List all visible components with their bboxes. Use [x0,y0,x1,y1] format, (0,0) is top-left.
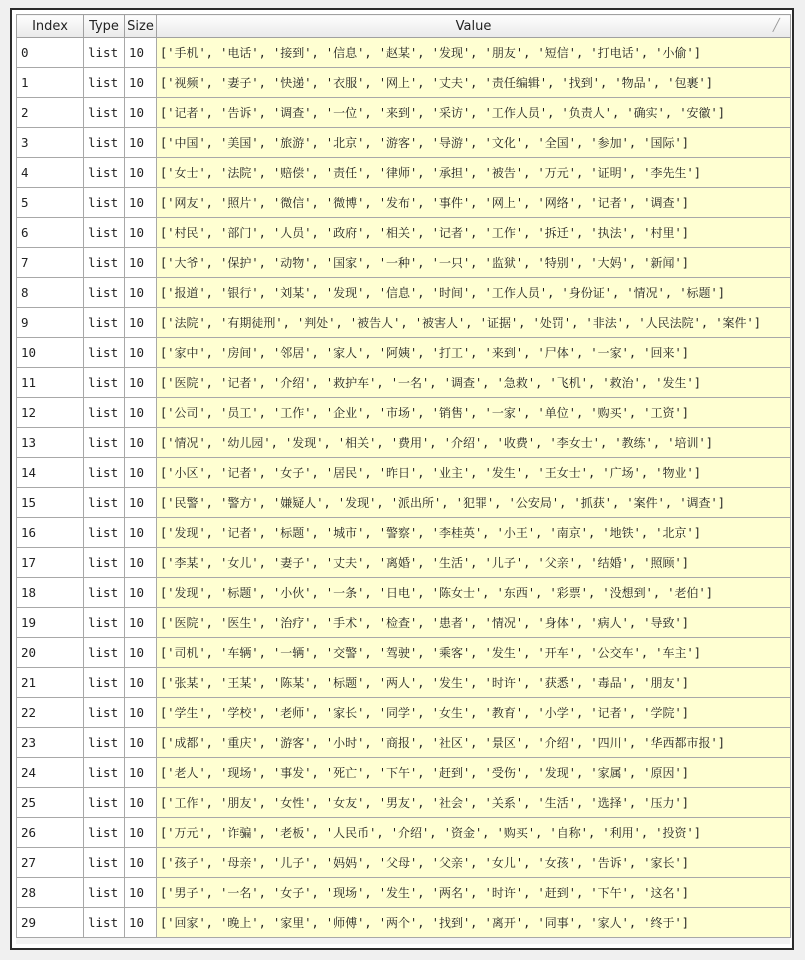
cell-index[interactable]: 3 [17,128,84,158]
cell-value[interactable]: ['报道', '银行', '刘某', '发现', '信息', '时间', '工作人员', '身份证', '情况', '标题'] [157,278,791,308]
cell-size[interactable]: 10 [125,818,157,848]
column-header-type[interactable]: Type [84,15,125,38]
cell-type[interactable]: list [84,38,125,68]
cell-index[interactable]: 8 [17,278,84,308]
cell-size[interactable]: 10 [125,518,157,548]
table-row[interactable] [17,38,791,68]
column-header-size[interactable]: Size [125,15,157,38]
cell-type[interactable]: list [84,128,125,158]
list-table [16,14,791,938]
cell-index[interactable]: 26 [17,818,84,848]
cell-value[interactable]: ['记者', '告诉', '调查', '一位', '来到', '采访', '工作人员', '负责人', '确实', '安徽'] [157,98,791,128]
cell-size[interactable]: 10 [125,698,157,728]
cell-type[interactable]: list [84,338,125,368]
cell-type[interactable]: list [84,278,125,308]
cell-type[interactable]: list [84,728,125,758]
cell-size[interactable]: 10 [125,848,157,878]
cell-size[interactable]: 10 [125,728,157,758]
table-row[interactable] [17,758,791,788]
cell-index[interactable]: 10 [17,338,84,368]
cell-size[interactable]: 10 [125,128,157,158]
cell-type[interactable]: list [84,668,125,698]
cell-size[interactable]: 10 [125,788,157,818]
table-row[interactable] [17,458,791,488]
cell-size[interactable]: 10 [125,278,157,308]
table-row[interactable] [17,698,791,728]
cell-size[interactable]: 10 [125,878,157,908]
table-row[interactable] [17,368,791,398]
cell-value[interactable]: ['大爷', '保护', '动物', '国家', '一种', '一只', '监狱', '特别', '大妈', '新闻'] [157,248,791,278]
cell-size[interactable]: 10 [125,908,157,938]
cell-size[interactable]: 10 [125,488,157,518]
cell-type[interactable]: list [84,848,125,878]
cell-size[interactable]: 10 [125,98,157,128]
cell-value[interactable]: ['情况', '幼儿园', '发现', '相关', '费用', '介绍', '收费', '李女士', '教练', '培训'] [157,428,791,458]
cell-value[interactable]: ['中国', '美国', '旅游', '北京', '游客', '导游', '文化', '全国', '参加', '国际'] [157,128,791,158]
cell-size[interactable]: 10 [125,158,157,188]
cell-value[interactable]: ['发现', '记者', '标题', '城市', '警察', '李桂英', '小王', '南京', '地铁', '北京'] [157,518,791,548]
cell-size[interactable]: 10 [125,638,157,668]
cell-type[interactable]: list [84,548,125,578]
cell-size[interactable]: 10 [125,668,157,698]
cell-index[interactable]: 5 [17,188,84,218]
cell-size[interactable]: 10 [125,578,157,608]
cell-index[interactable]: 19 [17,608,84,638]
cell-value[interactable]: ['民警', '警方', '嫌疑人', '发现', '派出所', '犯罪', '公安局', '抓获', '案件', '调查'] [157,488,791,518]
cell-size[interactable]: 10 [125,428,157,458]
cell-index[interactable]: 20 [17,638,84,668]
cell-type[interactable]: list [84,788,125,818]
cell-value[interactable]: ['成都', '重庆', '游客', '小时', '商报', '社区', '景区', '介绍', '四川', '华西都市报'] [157,728,791,758]
cell-index[interactable]: 18 [17,578,84,608]
cell-value[interactable]: ['孩子', '母亲', '儿子', '妈妈', '父母', '父亲', '女儿', '女孩', '告诉', '家长'] [157,848,791,878]
table-row[interactable] [17,788,791,818]
cell-index[interactable]: 21 [17,668,84,698]
table-row[interactable] [17,128,791,158]
cell-type[interactable]: list [84,698,125,728]
cell-type[interactable]: list [84,908,125,938]
cell-index[interactable]: 17 [17,548,84,578]
table-row[interactable] [17,878,791,908]
table-row[interactable] [17,578,791,608]
cell-type[interactable]: list [84,458,125,488]
cell-size[interactable]: 10 [125,218,157,248]
cell-value[interactable]: ['医院', '记者', '介绍', '救护车', '一名', '调查', '急救', '飞机', '救治', '发生'] [157,368,791,398]
cell-size[interactable]: 10 [125,458,157,488]
cell-value[interactable]: ['张某', '王某', '陈某', '标题', '两人', '发生', '时许', '获悉', '毒品', '朋友'] [157,668,791,698]
cell-value[interactable]: ['老人', '现场', '事发', '死亡', '下午', '赶到', '受伤', '发现', '家属', '原因'] [157,758,791,788]
cell-index[interactable]: 16 [17,518,84,548]
cell-value[interactable]: ['万元', '诈骗', '老板', '人民币', '介绍', '资金', '购买', '自称', '利用', '投资'] [157,818,791,848]
cell-type[interactable]: list [84,608,125,638]
cell-index[interactable]: 12 [17,398,84,428]
cell-size[interactable]: 10 [125,308,157,338]
cell-index[interactable]: 13 [17,428,84,458]
table-row[interactable] [17,398,791,428]
cell-index[interactable]: 29 [17,908,84,938]
cell-index[interactable]: 0 [17,38,84,68]
cell-index[interactable]: 1 [17,68,84,98]
table-row[interactable] [17,68,791,98]
cell-value[interactable]: ['男子', '一名', '女子', '现场', '发生', '两名', '时许', '赶到', '下午', '这名'] [157,878,791,908]
variable-viewer-window [10,8,794,950]
data-grid [16,14,790,938]
cell-value[interactable]: ['网友', '照片', '微信', '微博', '发布', '事件', '网上', '网络', '记者', '调查'] [157,188,791,218]
cell-type[interactable]: list [84,188,125,218]
cell-value[interactable]: ['家中', '房间', '邻居', '家人', '阿姨', '打工', '来到', '尸体', '一家', '回来'] [157,338,791,368]
table-row[interactable] [17,218,791,248]
cell-size[interactable]: 10 [125,548,157,578]
table-row[interactable] [17,488,791,518]
cell-index[interactable]: 25 [17,788,84,818]
cell-index[interactable]: 7 [17,248,84,278]
table-row[interactable] [17,428,791,458]
table-row[interactable] [17,278,791,308]
table-row[interactable] [17,818,791,848]
table-row[interactable] [17,548,791,578]
table-row[interactable] [17,608,791,638]
cell-type[interactable]: list [84,398,125,428]
cell-value[interactable]: ['发现', '标题', '小伙', '一条', '日电', '陈女士', '东西', '彩票', '没想到', '老伯'] [157,578,791,608]
cell-size[interactable]: 10 [125,248,157,278]
table-row[interactable] [17,158,791,188]
table-row[interactable] [17,908,791,938]
cell-type[interactable]: list [84,98,125,128]
resize-grip-icon[interactable]: ╱ [772,18,780,32]
table-row[interactable] [17,308,791,338]
cell-index[interactable]: 28 [17,878,84,908]
cell-value[interactable]: ['回家', '晚上', '家里', '师傅', '两个', '找到', '离开', '同事', '家人', '终于'] [157,908,791,938]
table-row[interactable] [17,638,791,668]
cell-index[interactable]: 2 [17,98,84,128]
table-row[interactable] [17,248,791,278]
cell-index[interactable]: 22 [17,698,84,728]
cell-index[interactable]: 27 [17,848,84,878]
table-row[interactable] [17,848,791,878]
cell-type[interactable]: list [84,758,125,788]
cell-value[interactable]: ['视频', '妻子', '快递', '衣服', '网上', '丈夫', '责任编辑', '找到', '物品', '包裹'] [157,68,791,98]
cell-index[interactable]: 14 [17,458,84,488]
cell-size[interactable]: 10 [125,398,157,428]
cell-index[interactable]: 23 [17,728,84,758]
table-row[interactable] [17,728,791,758]
cell-size[interactable]: 10 [125,188,157,218]
cell-size[interactable]: 10 [125,68,157,98]
cell-type[interactable]: list [84,218,125,248]
cell-value[interactable]: ['村民', '部门', '人员', '政府', '相关', '记者', '工作', '拆迁', '执法', '村里'] [157,218,791,248]
header-row [17,15,791,38]
cell-type[interactable]: list [84,578,125,608]
cell-type[interactable]: list [84,158,125,188]
cell-value[interactable]: ['李某', '女儿', '妻子', '丈夫', '离婚', '生活', '儿子', '父亲', '结婚', '照顾'] [157,548,791,578]
cell-type[interactable]: list [84,638,125,668]
table-row[interactable] [17,668,791,698]
column-header-index[interactable]: Index [17,15,84,38]
table-row[interactable] [17,188,791,218]
cell-value[interactable]: ['小区', '记者', '女子', '居民', '昨日', '业主', '发生', '王女士', '广场', '物业'] [157,458,791,488]
cell-value[interactable]: ['医院', '医生', '治疗', '手术', '检查', '患者', '情况', '身体', '病人', '导致'] [157,608,791,638]
cell-type[interactable]: list [84,488,125,518]
cell-value[interactable]: ['学生', '学校', '老师', '家长', '同学', '女生', '教育', '小学', '记者', '学院'] [157,698,791,728]
cell-size[interactable]: 10 [125,608,157,638]
cell-index[interactable]: 9 [17,308,84,338]
cell-type[interactable]: list [84,818,125,848]
cell-type[interactable]: list [84,248,125,278]
cell-type[interactable]: list [84,518,125,548]
cell-index[interactable]: 15 [17,488,84,518]
cell-size[interactable]: 10 [125,758,157,788]
cell-type[interactable]: list [84,878,125,908]
table-row[interactable] [17,338,791,368]
cell-value[interactable]: ['手机', '电话', '接到', '信息', '赵某', '发现', '朋友', '短信', '打电话', '小偷'] [157,38,791,68]
cell-type[interactable]: list [84,308,125,338]
cell-index[interactable]: 4 [17,158,84,188]
cell-index[interactable]: 6 [17,218,84,248]
column-header-value-label: Value [455,18,492,34]
cell-value[interactable]: ['司机', '车辆', '一辆', '交警', '驾驶', '乘客', '发生', '开车', '公交车', '车主'] [157,638,791,668]
column-header-value[interactable] [157,15,791,38]
cell-index[interactable]: 11 [17,368,84,398]
cell-size[interactable]: 10 [125,338,157,368]
cell-type[interactable]: list [84,68,125,98]
table-body [17,38,791,938]
cell-type[interactable]: list [84,368,125,398]
cell-value[interactable]: ['公司', '员工', '工作', '企业', '市场', '销售', '一家', '单位', '购买', '工资'] [157,398,791,428]
cell-value[interactable]: ['法院', '有期徒刑', '判处', '被告人', '被害人', '证据', '处罚', '非法', '人民法院', '案件'] [157,308,791,338]
horizontal-scroll-area[interactable] [16,938,790,944]
cell-value[interactable]: ['工作', '朋友', '女性', '女友', '男友', '社会', '关系', '生活', '选择', '压力'] [157,788,791,818]
cell-value[interactable]: ['女士', '法院', '赔偿', '责任', '律师', '承担', '被告', '万元', '证明', '李先生'] [157,158,791,188]
table-row[interactable] [17,518,791,548]
table-row[interactable] [17,98,791,128]
cell-size[interactable]: 10 [125,38,157,68]
cell-index[interactable]: 24 [17,758,84,788]
cell-type[interactable]: list [84,428,125,458]
cell-size[interactable]: 10 [125,368,157,398]
